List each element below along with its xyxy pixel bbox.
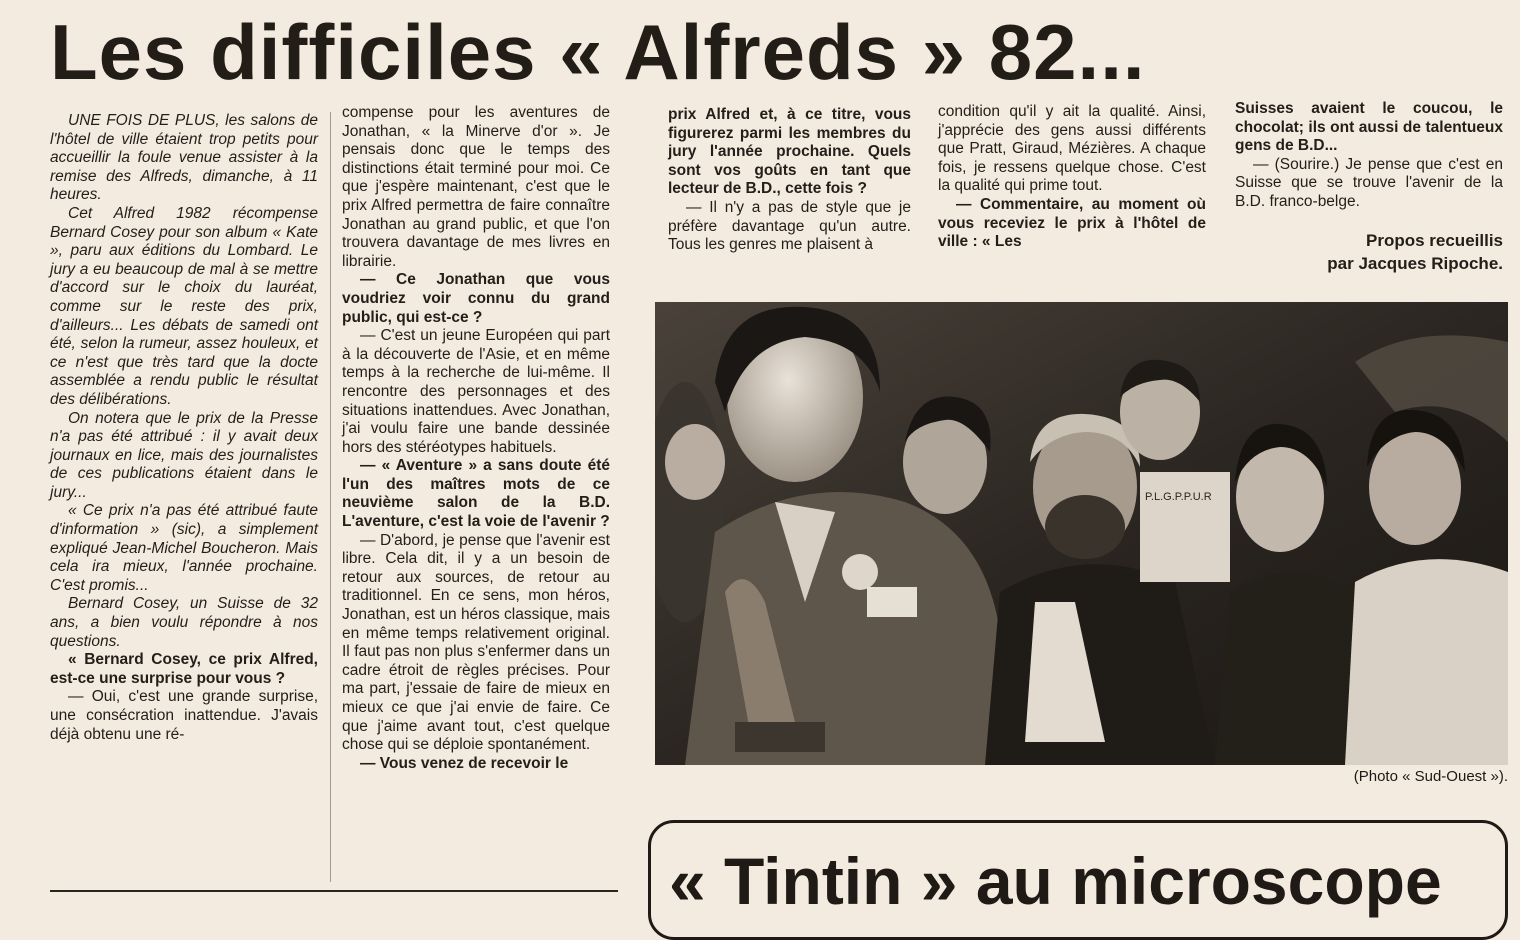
column-divider [330, 112, 331, 882]
photo-caption: (Photo « Sud-Ouest »). [1353, 768, 1508, 785]
tintin-headline: « Tintin » au microscope [669, 844, 1442, 918]
article-paragraph: — (Sourire.) Je pense que c'est en Suisse que se trouve l'avenir de la B.D. franco-belge. [1235, 155, 1503, 210]
tintin-article-box [648, 820, 1508, 940]
article-paragraph: Bernard Cosey, un Suisse de 32 ans, a bien voulu répondre à nos questions. [50, 595, 318, 650]
byline-line-2: par Jacques Ripoche. [1327, 254, 1503, 273]
article-paragraph: On notera que le prix de la Presse n'a pas été attribué : il y avait deux journaux en lice, mais des journalistes de ces publications étaient dans le jury... [50, 409, 318, 501]
article-paragraph: condition qu'il y ait la qualité. Ainsi, j'apprécie des gens aussi différents que Pratt, Giraud, Mézières. A chaque fois, je ressens quelque chose. C'est la qualité qui prime tout. [938, 103, 1206, 195]
article-headline: Les difficiles « Alfreds » 82... [50, 8, 1146, 96]
article-column-4 [938, 103, 1206, 252]
article-paragraph: UNE FOIS DE PLUS, les salons de l'hôtel de ville étaient trop petits pour accueillir la foule venue assister à la remise des Alfreds, dimanche, à 11 heures. [50, 112, 318, 204]
article-paragraph: — D'abord, je pense que l'avenir est libre. Cela dit, il y a un besoin de retour aux sources, de retour au traditionnel. En ce sens, mon héros, Jonathan, est un héros classique, mais en même temps relativement original. Il faut pas non plus s'enfermer dans un cadre étroit de règles précises. Pour ma part, j'essaie de faire de mieux en mieux ce que j'ai envie de faire. Ce que j'aime avant tout, c'est quelque chose qui se déploie spontanément. [342, 531, 610, 754]
article-paragraph: — C'est un jeune Européen qui part à la découverte de l'Asie, et en même temps à la recherche de lui-même. Il rencontre des personnages et des situations inattendues. Avec Jonathan, j'ai voulu faire une bande dessinée hors des stéréotypes habituels. [342, 327, 610, 456]
interview-question: — Vous venez de recevoir le [360, 754, 569, 772]
interview-question: « Bernard Cosey, ce prix Alfred, est-ce une surprise pour vous ? [50, 651, 318, 687]
byline-line-1: Propos recueillis [1366, 231, 1503, 250]
article-paragraph: compense pour les aventures de Jonathan, « la Minerve d'or ». Je pensais donc que le temps des distinctions était terminé pour moi. Ce que j'espère maintenant, c'est que le prix Alfred permettra de faire connaître Jonathan au grand public, et que l'on trouvera davantage de mes livres en librairie. [342, 104, 610, 270]
interview-question: — Commentaire, au moment où vous receviez le prix à l'hôtel de ville : « Les [938, 195, 1206, 251]
interview-question: Suisses avaient le coucou, le chocolat; ils ont aussi de talentueux gens de B.D... [1235, 100, 1503, 155]
article-paragraph: — Il n'y a pas de style que je préfère davantage qu'un autre. Tous les genres me plaisent à [668, 198, 911, 254]
article-column-2 [342, 104, 610, 773]
event-photo [655, 302, 1508, 765]
shirt-print: P.L.G.P.P.U.R [1145, 491, 1212, 503]
article-column-5 [1235, 100, 1503, 212]
article-column-1 [50, 112, 318, 744]
article-column-3 [668, 106, 911, 255]
interview-question: — « Aventure » a sans doute été l'un des maîtres mots de ce neuvième salon de la B.D. L'aventure, c'est la voie de l'avenir ? [342, 457, 610, 531]
photo-illustration [655, 302, 1508, 765]
article-paragraph: Cet Alfred 1982 récompense Bernard Cosey pour son album « Kate », paru aux éditions du Lombard. Le jury a eu beaucoup de mal à se mettre d'accord sur le choix du lauréat, comme sur le reste des prix, d'ailleurs... Les débats de samedi ont été, selon la rumeur, assez houleux, et ce n'est que très tard que la docte assemblée a rendu public le résultat des délibérations. [50, 204, 318, 408]
article-paragraph: « Ce prix n'a pas été attribué faute d'information » (sic), a simplement expliqué Jean-Michel Boucheron. Mais cela ira mieux, l'année prochaine. C'est promis... [50, 502, 318, 594]
bottom-rule [50, 890, 618, 892]
byline [1235, 222, 1503, 274]
interview-question: — Ce Jonathan que vous voudriez voir connu du grand public, qui est-ce ? [342, 271, 610, 326]
article-paragraph: — Oui, c'est une grande surprise, une consécration inattendue. J'avais déjà obtenu une ré- [50, 688, 318, 743]
interview-question: prix Alfred et, à ce titre, vous figurerez parmi les membres du jury l'année prochaine. Quels sont vos goûts en tant que lecteur de B.D., cette fois ? [668, 106, 911, 198]
